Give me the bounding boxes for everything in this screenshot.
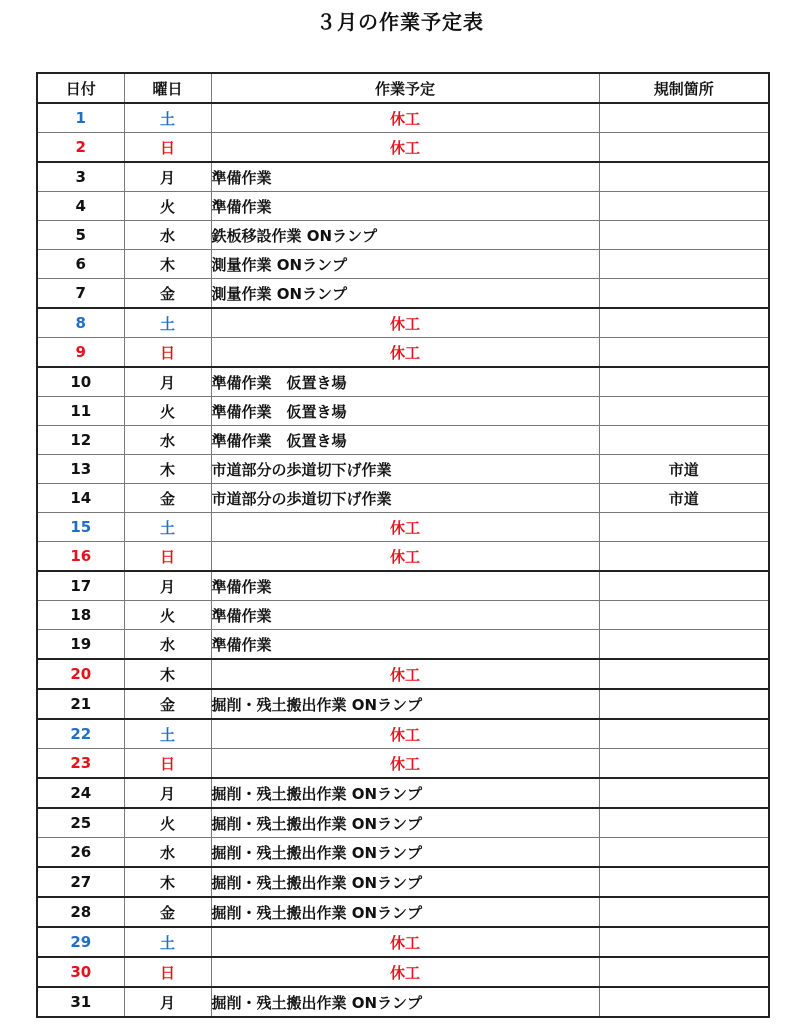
schedule-table — [36, 72, 770, 1018]
date-cell: 19 — [37, 630, 124, 660]
work-plan-cell: 掘削・残土搬出作業 ONランプ — [211, 987, 599, 1017]
table-row — [37, 513, 769, 542]
table-row — [37, 927, 769, 957]
table-row — [37, 659, 769, 689]
table-row — [37, 719, 769, 749]
weekday-cell: 土 — [124, 308, 211, 338]
restriction-cell — [599, 103, 769, 133]
weekday-cell: 水 — [124, 838, 211, 868]
date-cell: 20 — [37, 659, 124, 689]
restriction-cell — [599, 513, 769, 542]
restriction-cell — [599, 957, 769, 987]
work-plan-cell: 休工 — [211, 927, 599, 957]
weekday-cell: 土 — [124, 513, 211, 542]
date-cell: 28 — [37, 897, 124, 927]
work-plan-cell: 休工 — [211, 749, 599, 779]
weekday-cell: 日 — [124, 749, 211, 779]
restriction-cell — [599, 778, 769, 808]
restriction-cell — [599, 571, 769, 601]
weekday-cell: 火 — [124, 808, 211, 838]
date-cell: 6 — [37, 250, 124, 279]
work-plan-cell: 準備作業 仮置き場 — [211, 397, 599, 426]
restriction-cell — [599, 719, 769, 749]
restriction-cell — [599, 338, 769, 368]
restriction-cell — [599, 630, 769, 660]
weekday-cell: 土 — [124, 103, 211, 133]
table-row — [37, 133, 769, 163]
weekday-cell: 月 — [124, 162, 211, 192]
weekday-cell: 日 — [124, 957, 211, 987]
work-plan-cell: 掘削・残土搬出作業 ONランプ — [211, 867, 599, 897]
work-plan-cell: 休工 — [211, 103, 599, 133]
date-cell: 14 — [37, 484, 124, 513]
table-row — [37, 601, 769, 630]
date-cell: 17 — [37, 571, 124, 601]
date-cell: 16 — [37, 542, 124, 572]
weekday-cell: 月 — [124, 571, 211, 601]
table-row — [37, 838, 769, 868]
work-plan-cell: 休工 — [211, 513, 599, 542]
table-row — [37, 987, 769, 1017]
weekday-cell: 月 — [124, 778, 211, 808]
restriction-cell — [599, 867, 769, 897]
work-plan-cell: 掘削・残土搬出作業 ONランプ — [211, 838, 599, 868]
date-cell: 26 — [37, 838, 124, 868]
date-cell: 7 — [37, 279, 124, 309]
restriction-cell — [599, 897, 769, 927]
header-work-plan: 作業予定 — [211, 73, 599, 103]
work-plan-cell: 掘削・残土搬出作業 ONランプ — [211, 897, 599, 927]
weekday-cell: 月 — [124, 367, 211, 397]
date-cell: 22 — [37, 719, 124, 749]
date-cell: 12 — [37, 426, 124, 455]
restriction-cell: 市道 — [599, 455, 769, 484]
page-title: ３月の作業予定表 — [316, 10, 484, 34]
work-plan-cell: 準備作業 仮置き場 — [211, 367, 599, 397]
date-cell: 4 — [37, 192, 124, 221]
work-plan-cell: 掘削・残土搬出作業 ONランプ — [211, 778, 599, 808]
work-plan-cell: 準備作業 — [211, 601, 599, 630]
table-row — [37, 279, 769, 309]
work-plan-cell: 準備作業 — [211, 192, 599, 221]
date-cell: 13 — [37, 455, 124, 484]
date-cell: 30 — [37, 957, 124, 987]
table-row — [37, 571, 769, 601]
work-plan-cell: 休工 — [211, 719, 599, 749]
table-row — [37, 338, 769, 368]
table-row — [37, 897, 769, 927]
restriction-cell — [599, 397, 769, 426]
weekday-cell: 木 — [124, 867, 211, 897]
table-row — [37, 367, 769, 397]
restriction-cell — [599, 221, 769, 250]
header-weekday: 曜日 — [124, 73, 211, 103]
restriction-cell — [599, 808, 769, 838]
restriction-cell — [599, 367, 769, 397]
date-cell: 25 — [37, 808, 124, 838]
weekday-cell: 水 — [124, 221, 211, 250]
date-cell: 8 — [37, 308, 124, 338]
date-cell: 27 — [37, 867, 124, 897]
date-cell: 21 — [37, 689, 124, 719]
date-cell: 23 — [37, 749, 124, 779]
work-plan-cell: 市道部分の歩道切下げ作業 — [211, 455, 599, 484]
date-cell: 15 — [37, 513, 124, 542]
weekday-cell: 木 — [124, 250, 211, 279]
table-row — [37, 397, 769, 426]
work-plan-cell: 休工 — [211, 957, 599, 987]
weekday-cell: 水 — [124, 426, 211, 455]
table-row — [37, 162, 769, 192]
restriction-cell — [599, 192, 769, 221]
table-row — [37, 192, 769, 221]
weekday-cell: 火 — [124, 192, 211, 221]
table-row — [37, 103, 769, 133]
schedule-body — [37, 103, 769, 1017]
header-restriction: 規制箇所 — [599, 73, 769, 103]
restriction-cell — [599, 542, 769, 572]
date-cell: 3 — [37, 162, 124, 192]
work-plan-cell: 休工 — [211, 542, 599, 572]
weekday-cell: 土 — [124, 927, 211, 957]
date-cell: 11 — [37, 397, 124, 426]
table-row — [37, 808, 769, 838]
date-cell: 1 — [37, 103, 124, 133]
restriction-cell — [599, 689, 769, 719]
restriction-cell — [599, 601, 769, 630]
weekday-cell: 日 — [124, 338, 211, 368]
restriction-cell — [599, 987, 769, 1017]
work-plan-cell: 準備作業 — [211, 162, 599, 192]
weekday-cell: 土 — [124, 719, 211, 749]
work-plan-cell: 休工 — [211, 338, 599, 368]
work-plan-cell: 掘削・残土搬出作業 ONランプ — [211, 689, 599, 719]
weekday-cell: 火 — [124, 397, 211, 426]
work-plan-cell: 準備作業 仮置き場 — [211, 426, 599, 455]
weekday-cell: 火 — [124, 601, 211, 630]
weekday-cell: 水 — [124, 630, 211, 660]
weekday-cell: 月 — [124, 987, 211, 1017]
table-row — [37, 630, 769, 660]
weekday-cell: 日 — [124, 542, 211, 572]
table-row — [37, 455, 769, 484]
date-cell: 5 — [37, 221, 124, 250]
restriction-cell — [599, 927, 769, 957]
work-plan-cell: 掘削・残土搬出作業 ONランプ — [211, 808, 599, 838]
table-row — [37, 749, 769, 779]
date-cell: 29 — [37, 927, 124, 957]
restriction-cell: 市道 — [599, 484, 769, 513]
date-cell: 10 — [37, 367, 124, 397]
work-plan-cell: 休工 — [211, 659, 599, 689]
table-row — [37, 308, 769, 338]
table-row — [37, 689, 769, 719]
header-date: 日付 — [37, 73, 124, 103]
restriction-cell — [599, 279, 769, 309]
table-row — [37, 778, 769, 808]
weekday-cell: 木 — [124, 455, 211, 484]
table-row — [37, 957, 769, 987]
restriction-cell — [599, 308, 769, 338]
table-row — [37, 542, 769, 572]
table-row — [37, 426, 769, 455]
restriction-cell — [599, 838, 769, 868]
work-plan-cell: 準備作業 — [211, 571, 599, 601]
work-plan-cell: 市道部分の歩道切下げ作業 — [211, 484, 599, 513]
date-cell: 9 — [37, 338, 124, 368]
header-row — [37, 73, 769, 103]
work-plan-cell: 鉄板移設作業 ONランプ — [211, 221, 599, 250]
weekday-cell: 木 — [124, 659, 211, 689]
date-cell: 24 — [37, 778, 124, 808]
restriction-cell — [599, 133, 769, 163]
restriction-cell — [599, 426, 769, 455]
weekday-cell: 金 — [124, 484, 211, 513]
work-plan-cell: 測量作業 ONランプ — [211, 279, 599, 309]
work-plan-cell: 準備作業 — [211, 630, 599, 660]
work-plan-cell: 測量作業 ONランプ — [211, 250, 599, 279]
table-row — [37, 221, 769, 250]
restriction-cell — [599, 250, 769, 279]
work-plan-cell: 休工 — [211, 133, 599, 163]
date-cell: 2 — [37, 133, 124, 163]
weekday-cell: 日 — [124, 133, 211, 163]
weekday-cell: 金 — [124, 897, 211, 927]
restriction-cell — [599, 162, 769, 192]
work-plan-cell: 休工 — [211, 308, 599, 338]
restriction-cell — [599, 749, 769, 779]
date-cell: 18 — [37, 601, 124, 630]
restriction-cell — [599, 659, 769, 689]
table-row — [37, 484, 769, 513]
weekday-cell: 金 — [124, 279, 211, 309]
weekday-cell: 金 — [124, 689, 211, 719]
date-cell: 31 — [37, 987, 124, 1017]
table-row — [37, 250, 769, 279]
table-row — [37, 867, 769, 897]
